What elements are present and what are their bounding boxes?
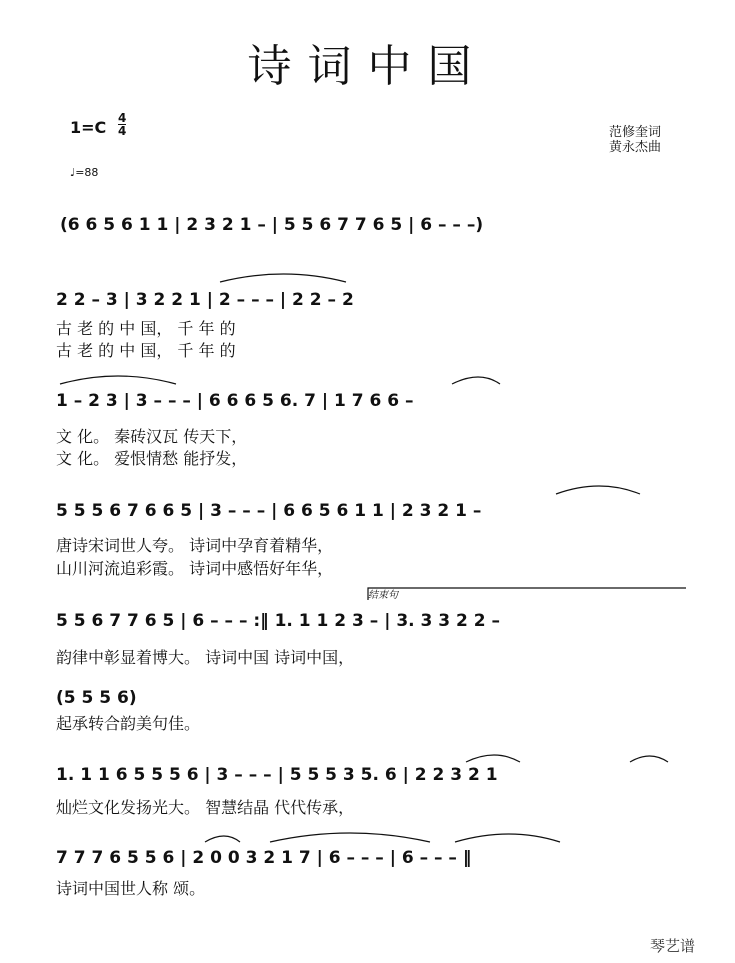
system-5-notes: 5 5 6 7 7 6 5 | 6 – – – :‖ 1. 1 1 2 3 – | 3. 3 3 2 2 – <box>56 611 501 631</box>
composer-credit: 黄永杰曲 <box>609 140 662 155</box>
system-7-notes: 1. 1 1 6 5 5 5 6 | 3 – – – | 5 5 5 3 5. 6 | 2 2 3 2 1 <box>56 765 498 785</box>
system-3-lyric-1: 文 化。 秦砖汉瓦 传天下， <box>56 427 248 446</box>
system-5-lyric-1: 韵律中彰显着博大。 诗词中国 诗词中国， <box>56 648 355 667</box>
slur <box>466 755 520 762</box>
slur <box>270 833 430 842</box>
ending-label: 结束句 <box>368 590 398 601</box>
slur <box>220 274 346 282</box>
lyricist-credit: 范修奎词 <box>609 125 662 140</box>
system-3-notes: 1 – 2 3 | 3 – – – | 6 6 6 5 6. 7 | 1 7 6 6 – <box>56 391 414 411</box>
slur <box>452 377 500 384</box>
system-8-lyric-1: 诗词中国世人称 颂。 <box>56 879 206 898</box>
system-1-notes: (6 6 5 6 1 1 | 2 3 2 1 – | 5 5 6 7 7 6 5 | 6 – – –) <box>60 215 484 235</box>
song-title: 诗词中国 <box>247 41 488 92</box>
watermark-text: 琴艺谱 <box>650 937 696 955</box>
system-2-lyric-2: 古 老 的 中 国， 千 年 的 <box>56 341 236 360</box>
slur <box>556 486 640 494</box>
time-signature-bottom: 4 <box>118 124 127 138</box>
system-3-lyric-2: 文 化。 爱恨情愁 能抒发， <box>56 449 248 468</box>
system-4-lyric-2: 山川河流追彩霞。 诗词中感悟好年华， <box>56 559 334 578</box>
key-signature: 1=C <box>70 118 107 137</box>
slur <box>455 834 560 842</box>
watermark-logo <box>650 935 695 956</box>
slur <box>630 756 668 762</box>
ending-bracket <box>368 588 686 600</box>
system-8-notes: 7 7 7 6 5 5 6 | 2 0 0 3 2 1 7 | 6 – – – | 6 – – – ‖ <box>56 848 472 868</box>
system-6-lyric-1: 起承转合韵美句佳。 <box>56 714 201 733</box>
slur <box>205 836 240 842</box>
tempo-marking: ♩=88 <box>70 166 99 179</box>
system-4-lyric-1: 唐诗宋词世人夸。 诗词中孕育着精华， <box>56 536 334 555</box>
system-2-notes: 2 2 – 3 | 3 2 2 1 | 2 – – – | 2 2 – 2 <box>56 290 354 310</box>
system-4-notes: 5 5 5 6 7 6 6 5 | 3 – – – | 6 6 5 6 1 1 | 2 3 2 1 – <box>56 501 482 521</box>
time-signature-top: 4 <box>118 111 127 125</box>
system-6-notes: (5 5 5 6) <box>56 688 137 708</box>
system-7-lyric-1: 灿烂文化发扬光大。 智慧结晶 代代传承， <box>56 798 355 817</box>
slur <box>60 376 176 384</box>
system-2-lyric-1: 古 老 的 中 国， 千 年 的 <box>56 319 236 338</box>
